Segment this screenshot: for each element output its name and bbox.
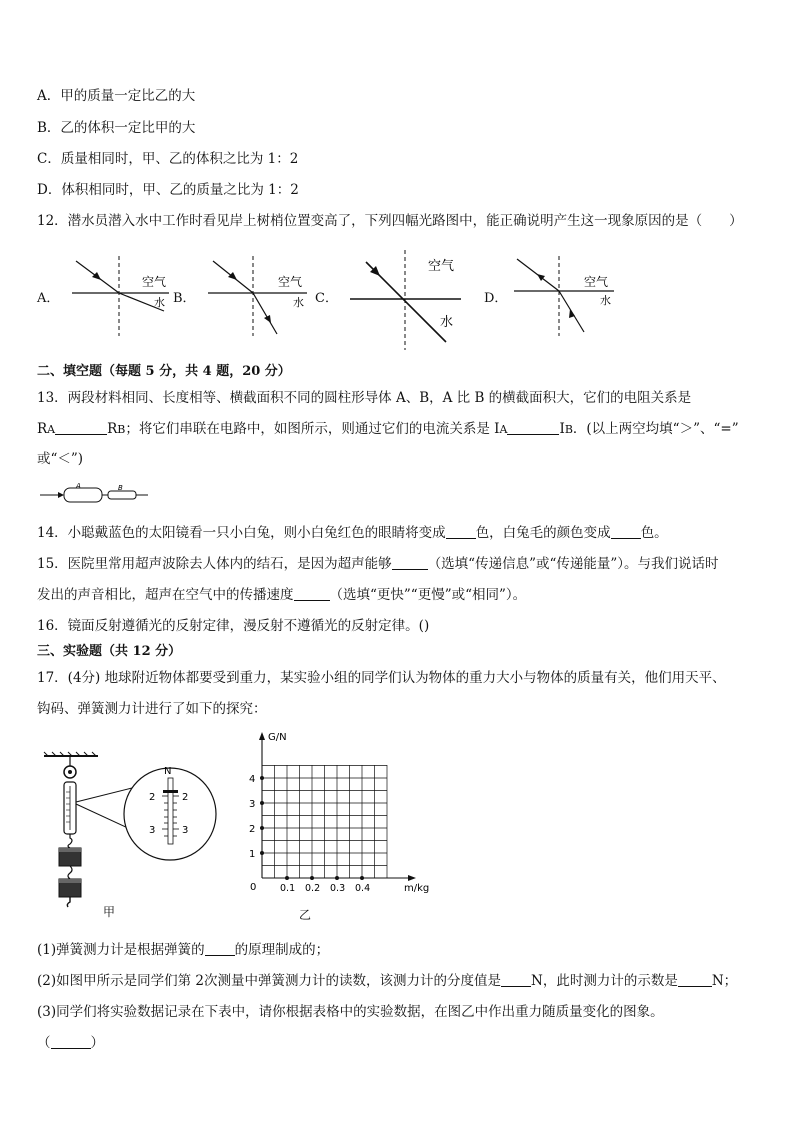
- y-axis-arrow: [259, 732, 265, 740]
- conductor-a-label: A: [76, 482, 81, 490]
- question-17-sub3-answer: （ ）: [37, 1035, 104, 1051]
- question-16: 16．镜面反射遵循光的反射定律，漫反射不遵循光的反射定律。(): [37, 618, 430, 634]
- meter-label-3-left: 3: [149, 825, 156, 836]
- question-17-sub1: (1)弹簧测力计是根据弹簧的 的原理制成的；: [37, 942, 330, 958]
- spring-balance-figure: [40, 752, 220, 922]
- chart-origin-label: 0: [250, 882, 257, 893]
- question-17-line2: 钩码、弹簧测力计进行了如下的探究：: [37, 701, 267, 717]
- meter-label-2-left: 2: [149, 792, 156, 803]
- y-tick-label: 1: [249, 849, 256, 860]
- q12-d-air: 空气: [584, 275, 609, 289]
- q12-diagram-c: [346, 250, 466, 350]
- answer-blank[interactable]: [678, 972, 712, 987]
- answer-blank[interactable]: [611, 524, 641, 539]
- chart-y-label: G/N: [268, 732, 287, 743]
- question-17-sub2: (2)如图甲所示是同学们第 2次测量中弹簧测力计的读数，该测力计的分度值是 N，此时测力计的示数是 N；: [37, 973, 738, 989]
- answer-blank[interactable]: [507, 420, 559, 435]
- x-tick-label: 0.3: [330, 883, 346, 894]
- q12-label-d: D．: [484, 291, 508, 306]
- question-13-line3: 或“＜”): [37, 451, 84, 467]
- q12-a-air: 空气: [142, 275, 167, 289]
- y-tick-dot: [260, 776, 264, 780]
- x-tick-dot: [360, 876, 364, 880]
- q12-c-water: 水: [440, 315, 454, 330]
- chart-x-label: m/kg: [404, 883, 430, 894]
- x-tick-label: 0.4: [355, 883, 371, 894]
- q12-diagram-b: [205, 256, 315, 336]
- question-17-sub3: (3)同学们将实验数据记录在下表中，请你根据表格中的实验数据，在图乙中作出重力随质量变化的图象。: [37, 1004, 664, 1020]
- option-c: C．质量相同时，甲、乙的体积之比为 1：2: [37, 151, 299, 167]
- x-tick-dot: [310, 876, 314, 880]
- option-d: D．体积相同时，甲、乙的质量之比为 1：2: [37, 182, 299, 198]
- section-fill-in: 二、填空题（每题 5 分，共 4 题，20 分）: [37, 364, 291, 379]
- gravity-mass-chart: [242, 728, 442, 903]
- answer-blank[interactable]: [51, 1034, 91, 1049]
- x-tick-dot: [335, 876, 339, 880]
- question-15-line1: 15．医院里常用超声波除去人体内的结石，是因为超声能够 （选填“传递信息”或“传递能量”）。与我们说话时: [37, 556, 719, 572]
- answer-blank[interactable]: [392, 555, 428, 570]
- answer-blank[interactable]: [501, 972, 531, 987]
- answer-blank[interactable]: [446, 524, 476, 539]
- figure-jia-label: 甲: [103, 905, 116, 919]
- meter-label-2-right: 2: [182, 792, 189, 803]
- conductor-figure: [40, 482, 150, 506]
- y-tick-dot: [260, 801, 264, 805]
- q12-a-water: 水: [154, 296, 165, 309]
- q12-label-b: B．: [173, 291, 196, 306]
- question-17-line1: 17．(4分) 地球附近物体都要受到重力，某实验小组的同学们认为物体的重力大小与物体的质量有关，他们用天平、: [37, 670, 726, 686]
- y-tick-label: 3: [249, 799, 256, 810]
- y-tick-dot: [260, 826, 264, 830]
- question-15-line2: 发出的声音相比，超声在空气中的传播速度 （选填“更快”“更慢”或“相同”）。: [37, 587, 527, 603]
- answer-blank[interactable]: [55, 420, 107, 435]
- question-13-line1: 13．两段材料相同、长度相等、横截面积不同的圆柱形导体 A、B，A 比 B 的横截面积大，它们的电阻关系是: [37, 390, 692, 406]
- q12-b-air: 空气: [278, 275, 303, 289]
- section-experiment: 三、实验题（共 12 分）: [37, 644, 182, 659]
- y-tick-dot: [260, 851, 264, 855]
- answer-blank[interactable]: [294, 586, 330, 601]
- meter-unit: N: [164, 766, 172, 777]
- conductor-b-label: B: [118, 484, 123, 492]
- y-tick-label: 2: [249, 824, 256, 835]
- question-14: 14．小聪戴蓝色的太阳镜看一只小白兔，则小白兔红色的眼睛将变成 色，白兔毛的颜色变成 色。: [37, 525, 668, 541]
- option-a: A．甲的质量一定比乙的大: [37, 88, 196, 104]
- q12-label-a: A．: [37, 291, 60, 306]
- figure-yi-label: 乙: [299, 908, 312, 922]
- q12-label-c: C．: [315, 291, 338, 306]
- answer-blank[interactable]: [205, 941, 235, 956]
- meter-label-3-right: 3: [182, 825, 189, 836]
- question-13-line2: RA RB；将它们串联在电路中，如图所示，则通过它们的电流关系是 IA IB．(以上两空均填“＞”、“=”: [37, 421, 739, 437]
- q12-c-air: 空气: [428, 259, 455, 274]
- option-b: B．乙的体积一定比甲的大: [37, 120, 196, 136]
- x-tick-label: 0.2: [305, 883, 321, 894]
- q12-diagram-d: [512, 256, 622, 336]
- q12-b-water: 水: [293, 296, 304, 309]
- y-tick-label: 4: [249, 774, 256, 785]
- x-tick-dot: [285, 876, 289, 880]
- q12-diagram-a: [64, 256, 174, 336]
- x-axis-arrow: [408, 875, 416, 881]
- q12-d-water: 水: [600, 294, 611, 307]
- x-tick-label: 0.1: [280, 883, 296, 894]
- question-12: 12．潜水员潜入水中工作时看见岸上树梢位置变高了，下列四幅光路图中，能正确说明产生这一现象原因的是（ ）: [37, 213, 743, 229]
